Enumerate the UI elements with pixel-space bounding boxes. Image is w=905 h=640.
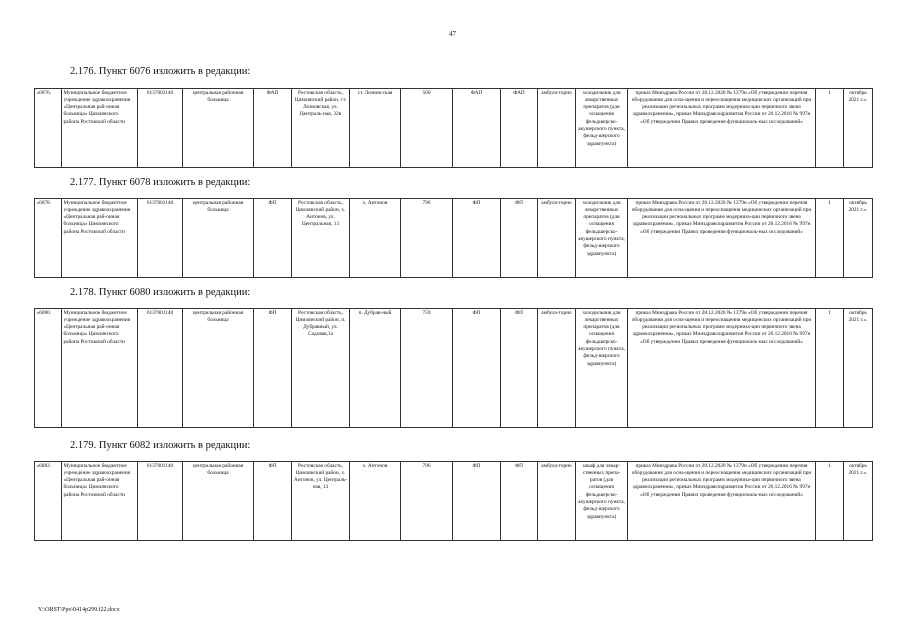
cell-number: «6080. xyxy=(35,309,62,428)
cell-number: «6076. xyxy=(35,89,62,168)
cell-equipment: шкаф для лекар-ственных препа-ратов (для оснащения фельдшерско-акушерского пункта, фельд-шерского здравпункта) xyxy=(576,462,628,541)
cell-address: Ростовская область, Цимлянский район, х. Антонов, ул. Центральная, 13 xyxy=(292,199,350,278)
cell-inn: 6137001140 xyxy=(138,462,183,541)
cell-quantity: 1 xyxy=(816,89,844,168)
section-heading: 2.179. Пункт 6082 изложить в редакции: xyxy=(70,440,251,451)
cell-unit-type-3: ФП xyxy=(501,199,538,278)
cell-settlement: ст. Лознов-ская xyxy=(350,89,401,168)
cell-org-type: центральная районная больница xyxy=(183,462,254,541)
cell-date: октябрь 2021 г.». xyxy=(844,462,873,541)
cell-date: октябрь 2021 г.». xyxy=(844,199,873,278)
cell-date: октябрь 2021 г.». xyxy=(844,89,873,168)
cell-population: 560 xyxy=(401,89,453,168)
cell-date: октябрь 2021 г.». xyxy=(844,309,873,428)
cell-organization: Муниципальное бюджетное учреждение здравоохранения «Центральная рай-онная больница» Цимлянского района Ростовской области xyxy=(62,199,138,278)
cell-regulation: приказ Минздрава России от 28.12.2020 № 1379н «Об утверждении перечня оборудования для осна-щения и переоснащения медицинских организаций при реализации региональных программ модерниза-ции первичного звена здравоохранения», приказ Минздравсоцразвития России от 26.12.2016 № 997н «Об утверждении Правил проведения функциональ-ных исследований» xyxy=(628,309,816,428)
cell-inn: 6137001140 xyxy=(138,309,183,428)
cell-unit-type-2: ФП xyxy=(453,199,501,278)
table-row xyxy=(35,89,873,168)
cell-inn: 6137001140 xyxy=(138,89,183,168)
cell-unit-type: ФАП xyxy=(254,89,292,168)
section-heading: 2.178. Пункт 6080 изложить в редакции: xyxy=(70,287,251,298)
cell-unit-type-2: ФП xyxy=(453,462,501,541)
cell-care-mode: амбула-торно xyxy=(538,89,576,168)
cell-quantity: 1 xyxy=(816,309,844,428)
cell-organization: Муниципальное бюджетное учреждение здравоохранения «Центральная рай-онная больница» Цимлянского района Ростовской области xyxy=(62,462,138,541)
cell-unit-type: ФП xyxy=(254,462,292,541)
cell-settlement: п. Дубрав-ный xyxy=(350,309,401,428)
cell-care-mode: амбула-торно xyxy=(538,199,576,278)
cell-population: 759 xyxy=(401,309,453,428)
cell-unit-type: ФП xyxy=(254,199,292,278)
cell-unit-type-2: ФАП xyxy=(453,89,501,168)
record-table xyxy=(34,198,873,278)
cell-equipment: холодильник для лекарственных препаратов (для оснащения фельдшерско-акушерского пункта, фельд-шерского здравпункта) xyxy=(576,309,628,428)
cell-unit-type-3: ФП xyxy=(501,462,538,541)
cell-regulation: приказ Минздрава России от 28.12.2020 № 1379н «Об утверждении перечня оборудования для осна-щения и переоснащения медицинских организаций при реализации региональных программ модерниза-ции первичного звена здравоохранения», приказ Минздравсоцразвития России от 26.12.2016 № 997н «Об утверждении Правил проведения функциональ-ных исследований» xyxy=(628,199,816,278)
cell-regulation: приказ Минздрава России от 28.12.2020 № 1379н «Об утверждении перечня оборудования для осна-щения и переоснащения медицинских организаций при реализации региональных программ модерниза-ции первичного звена здравоохранения», приказ Минздравсоцразвития России от 26.12.2016 № 997н «Об утверждении Правил проведения функциональ-ных исследований» xyxy=(628,89,816,168)
cell-settlement: х. Антонов xyxy=(350,462,401,541)
cell-population: 796 xyxy=(401,199,453,278)
record-table xyxy=(34,308,873,428)
cell-quantity: 1 xyxy=(816,199,844,278)
cell-organization: Муниципальное бюджетное учреждение здравоохранения «Центральная рай-онная больница» Цимлянского района Ростовской области xyxy=(62,89,138,168)
cell-care-mode: амбула-торно xyxy=(538,309,576,428)
cell-quantity: 1 xyxy=(816,462,844,541)
cell-care-mode: амбула-торно xyxy=(538,462,576,541)
cell-address: Ростовская область, Цимлянский район, п. Дубравный, ул. Садовая,1а xyxy=(292,309,350,428)
page-number: 47 xyxy=(449,30,456,38)
cell-org-type: центральная районная больница xyxy=(183,89,254,168)
cell-organization: Муниципальное бюджетное учреждение здравоохранения «Центральная рай-онная больница» Цимлянского района Ростовской области xyxy=(62,309,138,428)
table-row xyxy=(35,199,873,278)
cell-unit-type-3: ФАП xyxy=(501,89,538,168)
record-table xyxy=(34,88,873,168)
record-table xyxy=(34,461,873,541)
cell-equipment: холодильник для лекарственных препаратов (для оснащения фельдшерско-акушерского пункта, фельд-шерского здравпункта) xyxy=(576,89,628,168)
cell-equipment: холодильник для лекарственных препаратов (для оснащения фельдшерско-акушерского пункта, фельд-шерского здравпункта) xyxy=(576,199,628,278)
cell-regulation: приказ Минздрава России от 28.12.2020 № 1379н «Об утверждении перечня оборудования для осна-щения и переоснащения медицинских организаций при реализации региональных программ модерниза-ции первичного звена здравоохранения», приказ Минздравсоцразвития России от 26.12.2016 № 997н «Об утверждении Правил проведения функциональ-ных исследований» xyxy=(628,462,816,541)
cell-number: «6078. xyxy=(35,199,62,278)
cell-population: 796 xyxy=(401,462,453,541)
section-heading: 2.177. Пункт 6078 изложить в редакции: xyxy=(70,177,251,188)
cell-settlement: х. Антонов xyxy=(350,199,401,278)
cell-address: Ростовская область, Цимлянский район, ст. Лозновская, ул. Централь-ная, 32в xyxy=(292,89,350,168)
cell-org-type: центральная районная больница xyxy=(183,309,254,428)
table-row xyxy=(35,309,873,428)
file-path-footer: Y:\ORST\Ppo\0414p299.f22.docx xyxy=(38,607,120,613)
cell-unit-type: ФП xyxy=(254,309,292,428)
table-row xyxy=(35,462,873,541)
cell-org-type: центральная районная больница xyxy=(183,199,254,278)
cell-unit-type-2: ФП xyxy=(453,309,501,428)
cell-unit-type-3: ФП xyxy=(501,309,538,428)
section-heading: 2.176. Пункт 6076 изложить в редакции: xyxy=(70,66,251,77)
cell-address: Ростовская область, Цимлянский район, х. Антонов, ул. Централь-ная, 13 xyxy=(292,462,350,541)
cell-inn: 6137001140 xyxy=(138,199,183,278)
cell-number: «6082. xyxy=(35,462,62,541)
